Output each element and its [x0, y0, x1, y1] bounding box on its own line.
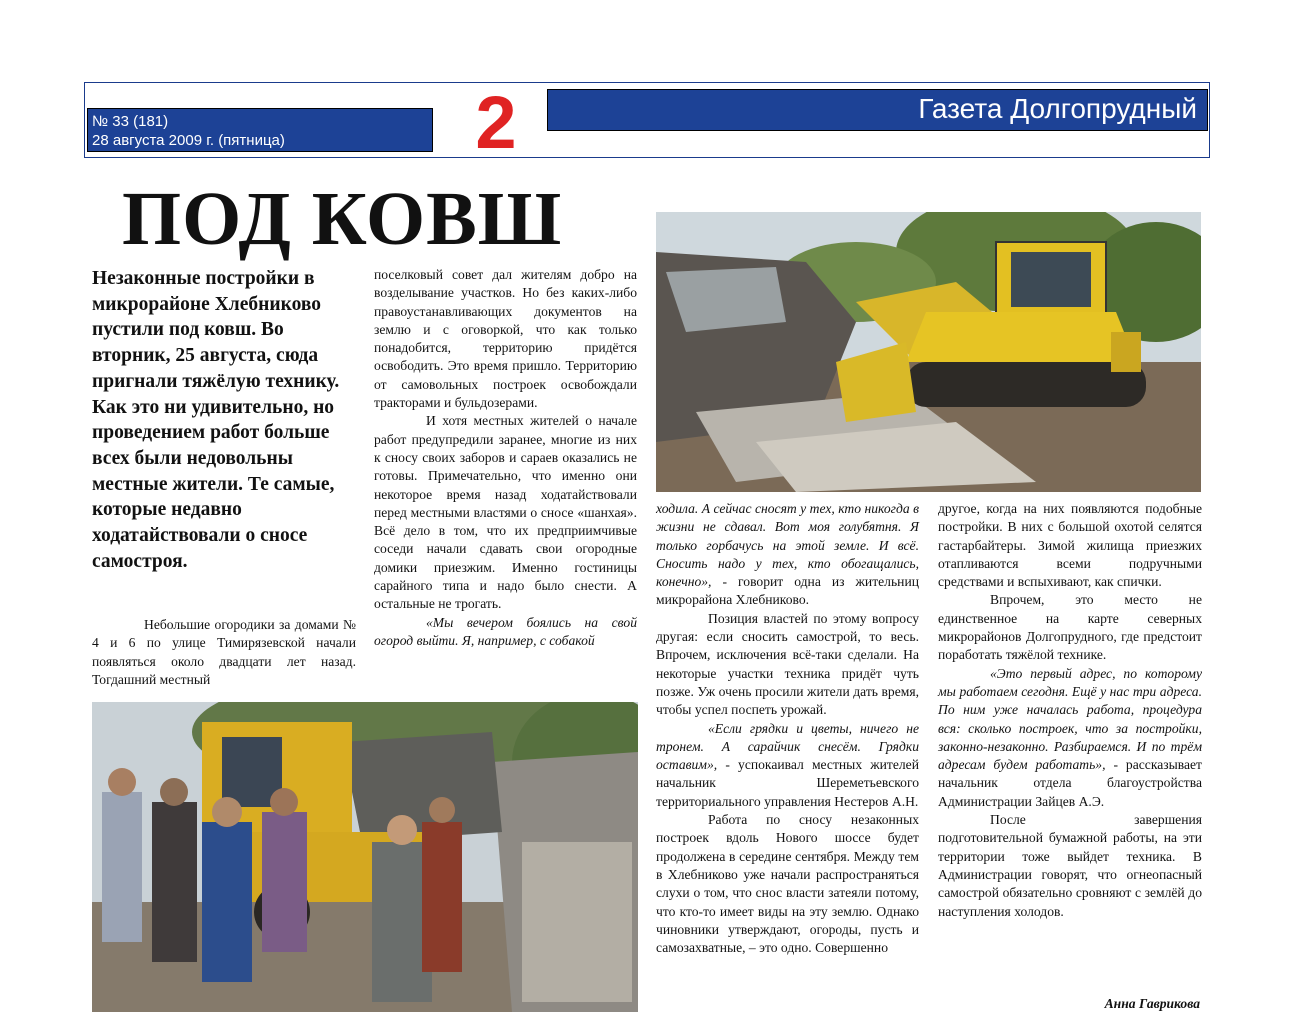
- quote-text: «Если грядки и цветы, ничего не тронем. А сарайчик снесём. Грядки оставим»,: [656, 720, 919, 773]
- paragraph: Небольшие огородики за домами № 4 и 6 по улице Тимирязевской начали появляться около двадцати лет назад. Тогдашний местный: [92, 617, 356, 687]
- paragraph: другое, когда на них появляются подобные постройки. В них с большой охотой селятся гастарбайтеры. Зимой жилища приезжих отапливаются всеми подручными средствами и вспыхивают, как спички.: [938, 501, 1202, 590]
- newspaper-name: Газета Долгопрудный: [918, 93, 1197, 124]
- article-author: Анна Гаврикова: [1104, 996, 1200, 1011]
- residents-illustration: [92, 702, 638, 1012]
- quote-continuation: [656, 500, 919, 610]
- paragraph: поселковый совет дал жителям добро на возделывание участков. Но без каких-либо правоустанавливающих документов на землю и с оговоркой, что как только понадобится, территорию придётся освободить. Это время пришло. Территорию от самовольных построек освобождали тракторами и бульдозерами.: [374, 267, 637, 411]
- paragraph: Впрочем, это место не единственное на карте северных микрорайонов Долгопрудного, где предстоит поработать тяжёлой технике.: [938, 592, 1202, 663]
- quote-paragraph: [656, 720, 919, 811]
- quote-paragraph: «Мы вечером боялись на свой огород выйти. Я, например, с собакой: [374, 614, 637, 648]
- bulldozer-photo: [656, 212, 1201, 492]
- residents-photo: [92, 702, 638, 1012]
- quote-attribution: - рассказывает начальник отдела благоустройства Администрации Зайцев А.Э.: [938, 757, 1202, 809]
- quote-paragraph: [938, 665, 1202, 811]
- paragraph: И хотя местных жителей о начале работ предупредили заранее, многие из них к сносу своих заборов и сараев оказались не готовы. Примечательно, что именно они некоторое время назад ходатайствовали перед местными властями о сносе «шанхая». Всё дело в том, что их предприимчивые соседи начали сдавать свои огородные домики приезжим. Именно гостиницы сарайного типа и надо было снести. А остальные не трогать.: [374, 413, 637, 612]
- issue-date: 28 августа 2009 г. (пятница): [92, 132, 285, 149]
- issue-info-box: [87, 108, 433, 152]
- text-column-4: [938, 500, 1202, 921]
- newspaper-name-box: [547, 89, 1208, 131]
- page-number: 2: [475, 81, 517, 164]
- paragraph: Работа по сносу незаконных построек вдоль Нового шоссе будет продолжена в середине сентября. Между тем в Хлебниково уже начали распространяться слухи о том, что снос власти затеяли потому, что кто-то имеет виды на эту землю. Однако чиновники утверждают, огороды, пусть и самозахватные, – это одно. Совершенно: [656, 812, 919, 956]
- quote-attribution: - успокаивал местных жителей начальник Шереметьевского территориального управления Нестеров А.Н.: [656, 757, 919, 809]
- article-headline: ПОД КОВШ: [122, 177, 563, 261]
- bulldozer-illustration: [656, 212, 1201, 492]
- quote-text: ходила. А сейчас сносят у тех, кто никогда в жизни не сдавал. Вот моя голубятня. Я только горбачусь на этой земле. И всё. Сносить надо у тех, кто обогащались, конечно»,: [656, 501, 919, 590]
- text-column-1: [92, 616, 356, 689]
- paragraph: После завершения подготовительной бумажной работы, на эти территории тоже выйдет техника. В Администрации говорят, что огнеопасный самострой обязательно сровняют с землёй до наступления холодов.: [938, 812, 1202, 919]
- quote-text: «Это первый адрес, по которому мы работаем сегодня. Ещё у нас три адреса. По ним уже началась работа, процедура вся: сколько построек, что за постройки, законно-незаконно. Разбираемся. И по трём адресам будем работать»,: [938, 665, 1202, 773]
- paragraph: Позиция властей по этому вопросу другая: если сносить самострой, то весь. Впрочем, исключения всё-таки сделали. На некоторые участки техника придёт чуть позже. Уж очень просили жители дать время, чтобы успел поспеть урожай.: [656, 610, 919, 718]
- quote-attribution: - говорит одна из жительниц микрорайона Хлебниково.: [656, 574, 919, 608]
- article-lead: Незаконные постройки в микрорайоне Хлебниково пустили под ковш. Во вторник, 25 августа, сюда пригнали тяжёлую технику. Как это ни удивительно, но проведением работ больше всех были недовольны местные жители. Те самые, которые недавно ходатайствовали о сносе самостроя.: [92, 268, 340, 572]
- text-column-2: [374, 266, 637, 650]
- issue-number: № 33 (181): [92, 113, 169, 130]
- text-column-3: [656, 500, 919, 957]
